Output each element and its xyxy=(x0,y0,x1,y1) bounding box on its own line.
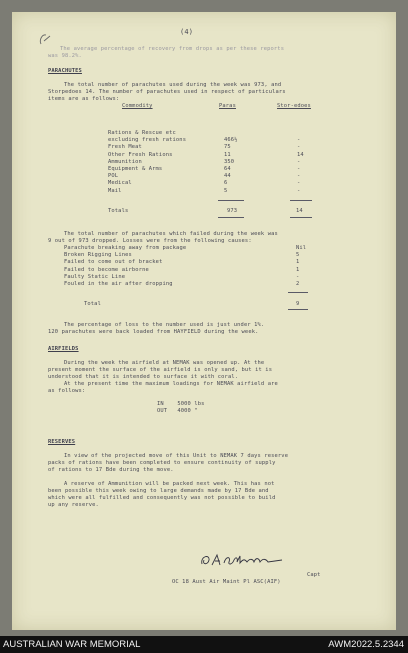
commodity-paras: 11 xyxy=(224,151,231,158)
reserves-heading: RESERVES xyxy=(48,439,76,445)
reserves-para-2: packs of rations have been completed to ensure continuity of supply xyxy=(48,460,276,466)
parachutes-para-2: Storpedoes 14. The number of parachutes used in respect of particulars xyxy=(48,89,286,95)
reserves-para-7: up any reserve. xyxy=(48,502,99,508)
commodity-stor: - xyxy=(297,187,301,194)
footer-reference: AWM2022.5.2344 xyxy=(328,639,404,650)
cause-count: 5 xyxy=(296,252,300,259)
fail-line-2: 9 out of 973 dropped. Losses were from the following causes: xyxy=(48,238,252,244)
commodity-name: POL xyxy=(108,173,119,180)
totals-paras: 973 xyxy=(227,208,238,214)
cause-count: 1 xyxy=(296,259,300,266)
reserves-para-6: which were all fulfilled and consequently was not possible to build xyxy=(48,495,276,501)
fail-line-1: The total number of parachutes which failed during the week was xyxy=(64,231,278,237)
handwritten-signature xyxy=(198,550,288,572)
signature-title: OC 18 Aust Air Maint Pl ASC(AIF) xyxy=(172,579,281,585)
causes-total: 9 xyxy=(296,301,300,307)
cause-count: 1 xyxy=(296,266,300,273)
commodity-paras: 44 xyxy=(224,173,231,180)
causes-rule xyxy=(288,292,308,293)
commodity-paras: 6 xyxy=(224,180,228,187)
commodity-stor: - xyxy=(297,180,301,187)
commodity-name: Medical xyxy=(108,180,132,187)
cause-name: Failed to come out of bracket xyxy=(64,259,163,266)
airfields-out-line: OUT 4000 " xyxy=(157,408,198,414)
reserves-para-1: In view of the projected move of this Unit to NEMAK 7 days reserve xyxy=(64,453,289,459)
commodity-name: Mail xyxy=(108,187,122,194)
commodity-paras: 466½ xyxy=(224,137,238,144)
totals-label: Totals xyxy=(108,208,129,214)
airfields-para-1: During the week the airfield at NEMAK was opened up. At the xyxy=(64,360,265,366)
col-storpedoes: Stor-edoes xyxy=(277,103,311,109)
commodity-stor: - xyxy=(297,137,301,144)
cause-name: Broken Rigging Lines xyxy=(64,252,132,259)
document-page xyxy=(12,12,396,630)
airfields-para-2: present moment the surface of the airfield is only sand, but it is xyxy=(48,367,273,373)
totals-rule-paras xyxy=(218,200,244,201)
airfields-para-4: At the present time the maximum loadings for NEMAK airfield are xyxy=(64,381,278,387)
reserves-para-3: of rations to 17 Bde during the move. xyxy=(48,467,174,473)
intro-line-1: The average percentage of recovery from drops as per these reports xyxy=(60,46,285,52)
totals-stor: 14 xyxy=(296,208,303,214)
airfields-para-5: as follows: xyxy=(48,388,86,394)
intro-line-2: was 98.2%. xyxy=(48,53,82,59)
commodity-stor: 14 xyxy=(297,151,304,158)
totals-rule-stor xyxy=(290,200,312,201)
cause-name: Faulty Static Line xyxy=(64,273,126,280)
col-parachutes: Paras xyxy=(219,103,236,109)
commodity-paras: 350 xyxy=(224,158,235,165)
parachutes-heading: PARACHUTES xyxy=(48,68,82,74)
col-commodity: Commodity xyxy=(122,103,153,109)
pencil-mark-icon xyxy=(38,32,54,46)
cause-name: Parachute breaking away from package xyxy=(64,245,187,251)
airfields-para-3: understood that it is intended to surface it with coral. xyxy=(48,374,239,380)
commodity-name: Equipment & Arms xyxy=(108,166,163,172)
pct-line-1: The percentage of loss to the number used is just under 1%. xyxy=(64,322,265,328)
parachutes-para-3: items are as follows: xyxy=(48,96,120,102)
commodity-name: excluding fresh rations xyxy=(108,137,187,144)
commodity-stor: - xyxy=(297,158,301,165)
reserves-para-4: A reserve of Ammunition will be packed next week. This has not xyxy=(64,481,275,487)
commodity-name: Rations & Rescue etc xyxy=(108,130,176,136)
cause-name: Fouled in the air after dropping xyxy=(64,281,173,287)
totals-underline-paras xyxy=(218,217,244,218)
commodity-paras: 64 xyxy=(224,166,231,172)
totals-underline-stor xyxy=(290,217,312,218)
commodity-name: Ammunition xyxy=(108,158,142,165)
commodity-name: Other Fresh Rations xyxy=(108,151,173,158)
causes-total-label: Total xyxy=(84,301,101,307)
page-number: (4) xyxy=(180,28,194,36)
commodity-stor: - xyxy=(297,144,301,151)
cause-name: Failed to become airborne xyxy=(64,266,149,273)
cause-count: Nil xyxy=(296,245,307,251)
parachutes-para-1: The total number of parachutes used during the week was 973, and xyxy=(64,82,282,88)
commodity-paras: 5 xyxy=(224,187,228,194)
causes-underline xyxy=(288,309,308,310)
commodity-stor: - xyxy=(297,173,301,180)
reserves-para-5: been possible this week owing to large demands made by 17 Bde and xyxy=(48,488,269,494)
commodity-paras: 75 xyxy=(224,144,231,151)
commodity-name: Fresh Meat xyxy=(108,144,142,151)
signature-rank: Capt xyxy=(307,572,321,578)
airfields-heading: AIRFIELDS xyxy=(48,346,79,352)
archive-footer xyxy=(0,636,408,653)
cause-count: - xyxy=(296,273,300,280)
pct-line-2: 120 parachutes were back loaded from HAYFIELD during the week. xyxy=(48,329,259,335)
footer-archive-name: AUSTRALIAN WAR MEMORIAL xyxy=(3,639,141,650)
airfields-in-line: IN 5000 lbs xyxy=(157,401,205,407)
commodity-stor: - xyxy=(297,166,301,172)
cause-count: 2 xyxy=(296,281,300,287)
